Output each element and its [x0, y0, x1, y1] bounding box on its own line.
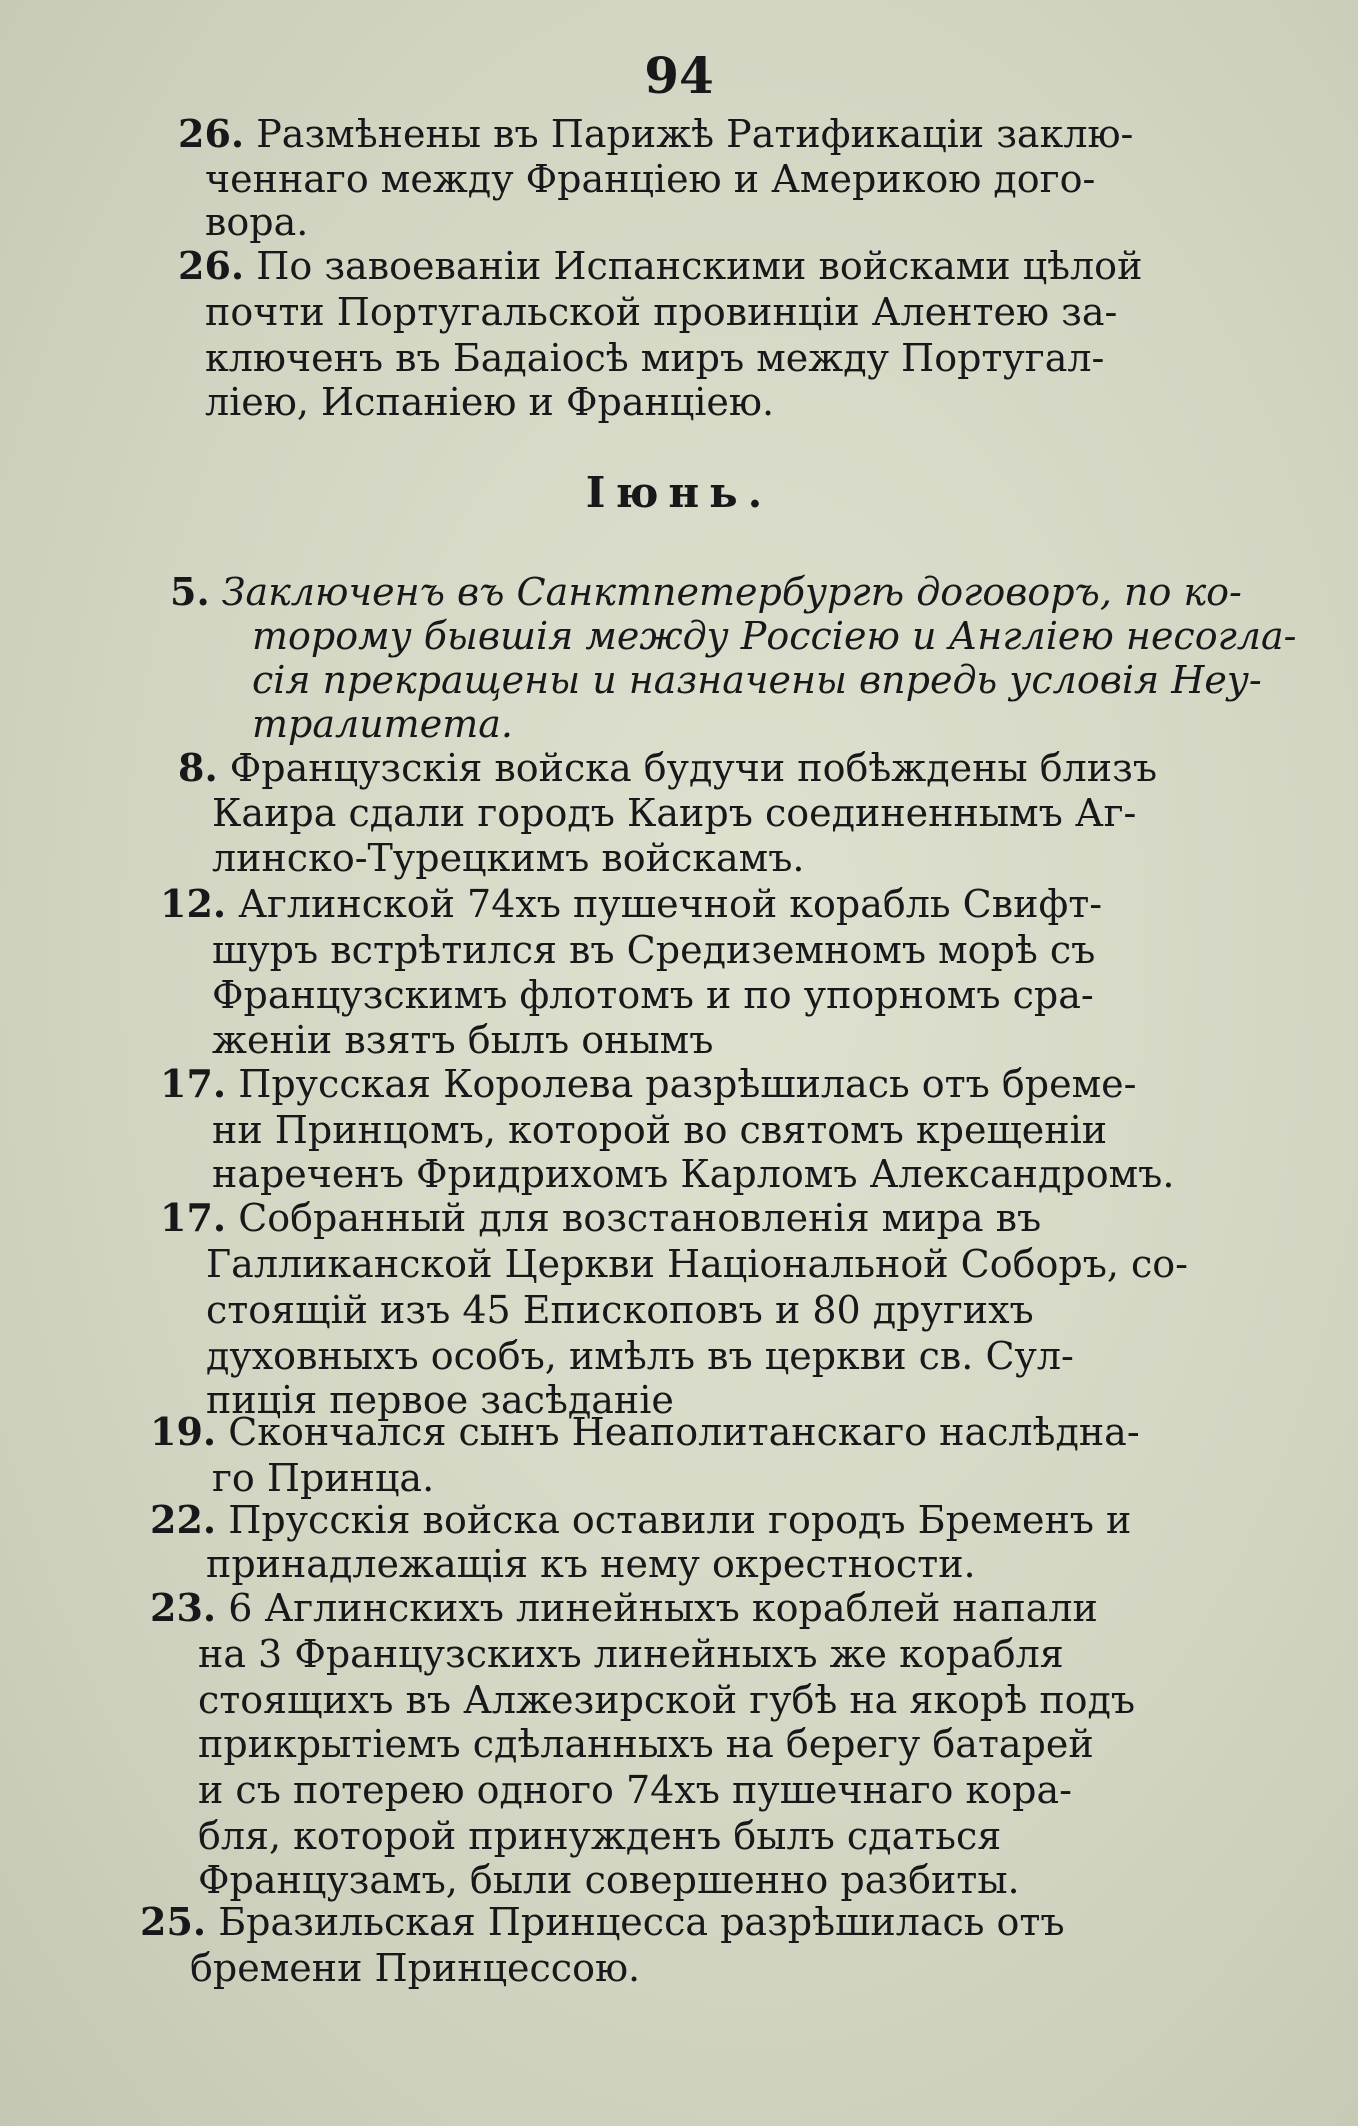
entry-line: нареченъ Фридрихомъ Карломъ Александромъ. — [212, 1152, 1175, 1196]
entry-line: бремени Принцессою. — [190, 1946, 641, 1990]
entry-line: бля, которой принужденъ былъ сдаться — [198, 1814, 1002, 1858]
entry-text: Заключенъ въ Санктпетербургѣ договоръ, по ко- — [221, 570, 1242, 614]
entry-line — [178, 244, 1142, 288]
entry-line — [178, 746, 1157, 790]
entry-line: женіи взятъ былъ онымъ — [212, 1018, 714, 1062]
entry-number: 5. — [170, 569, 210, 614]
entry-line — [140, 1900, 1065, 1944]
entry-text: Прусская Королева разрѣшилась отъ бреме- — [238, 1062, 1137, 1106]
entry-line: тралитета. — [252, 702, 513, 746]
entry-line: ключенъ въ Бадаіосѣ миръ между Португал- — [205, 336, 1105, 380]
entry-line: духовныхъ особъ, имѣлъ въ церкви св. Сул- — [206, 1334, 1074, 1378]
entry-line — [170, 570, 1242, 614]
entry-number: 17. — [160, 1061, 227, 1106]
entry-text: Скончался сынъ Неаполитанскаго наслѣдна- — [228, 1410, 1140, 1454]
entry-number: 17. — [160, 1195, 227, 1240]
entry-line — [160, 1196, 1041, 1240]
entry-text: 6 Аглинскихъ линейныхъ кораблей напали — [228, 1586, 1098, 1630]
entry-line: Галликанской Церкви Національной Соборъ, со- — [206, 1242, 1189, 1286]
entry-line: пиція первое засѣданіе — [206, 1378, 674, 1422]
entry-line: Каира сдали городъ Каиръ соединеннымъ Аг- — [212, 791, 1137, 835]
entry-number: 23. — [150, 1585, 217, 1630]
entry-text: Бразильская Принцесса разрѣшилась отъ — [218, 1900, 1065, 1944]
entry-number: 26. — [178, 111, 245, 156]
month-heading: Іюнь. — [585, 468, 773, 517]
entry-number: 22. — [150, 1497, 217, 1542]
entry-line: сія прекращены и назначены впредь условія Неу- — [252, 658, 1262, 702]
entry-line: принадлежащія къ нему окрестности. — [206, 1542, 976, 1586]
entry-line: стоящій изъ 45 Епископовъ и 80 другихъ — [206, 1288, 1034, 1332]
entry-text: Прусскія войска оставили городъ Бременъ и — [228, 1498, 1132, 1542]
entry-line: ліею, Испаніею и Франціею. — [205, 380, 775, 424]
entry-line — [150, 1410, 1140, 1454]
entry-line: торому бывшія между Россіею и Англіею несогла- — [252, 614, 1297, 658]
entry-line: вора. — [205, 200, 309, 244]
entry-number: 26. — [178, 243, 245, 288]
entry-line — [160, 882, 1102, 926]
entry-line: Французамъ, были совершенно разбиты. — [198, 1858, 1020, 1902]
entry-text: Французскія войска будучи побѣждены близъ — [229, 746, 1157, 790]
entry-number: 25. — [140, 1899, 207, 1944]
entry-number: 12. — [160, 881, 227, 926]
entry-line: линско-Турецкимъ войскамъ. — [212, 836, 805, 880]
entry-text: Аглинской 74хъ пушечной корабль Свифт- — [238, 882, 1103, 926]
page-number: 94 — [644, 46, 714, 105]
entry-text: Размѣнены въ Парижѣ Ратификаціи заклю- — [256, 112, 1134, 156]
entry-line — [150, 1586, 1098, 1630]
entry-line: почти Португальской провинціи Алентею за- — [205, 290, 1118, 334]
entry-line — [160, 1062, 1137, 1106]
entry-line: шуръ встрѣтился въ Средиземномъ морѣ съ — [212, 928, 1096, 972]
entry-text: По завоеваніи Испанскими войсками цѣлой — [256, 244, 1143, 288]
entry-line: прикрытіемъ сдѣланныхъ на берегу батарей — [198, 1722, 1094, 1766]
entry-line: и съ потерею одного 74хъ пушечнаго кора- — [198, 1768, 1072, 1812]
entry-line — [178, 112, 1338, 156]
entry-line: го Принца. — [212, 1456, 435, 1500]
entry-number: 8. — [178, 745, 218, 790]
entry-line: на 3 Французскихъ линейныхъ же корабля — [198, 1632, 1064, 1676]
entry-text: Собранный для возстановленія мира въ — [238, 1196, 1042, 1240]
entry-line: Французскимъ флотомъ и по упорномъ сра- — [212, 973, 1094, 1017]
entry-line: ченнаго между Франціею и Америкою дого- — [205, 157, 1096, 201]
entry-line: стоящихъ въ Алжезирской губѣ на якорѣ подъ — [198, 1678, 1136, 1722]
entry-line — [150, 1498, 1131, 1542]
entry-line: ни Принцомъ, которой во святомъ крещеніи — [212, 1108, 1108, 1152]
entry-number: 19. — [150, 1409, 217, 1454]
